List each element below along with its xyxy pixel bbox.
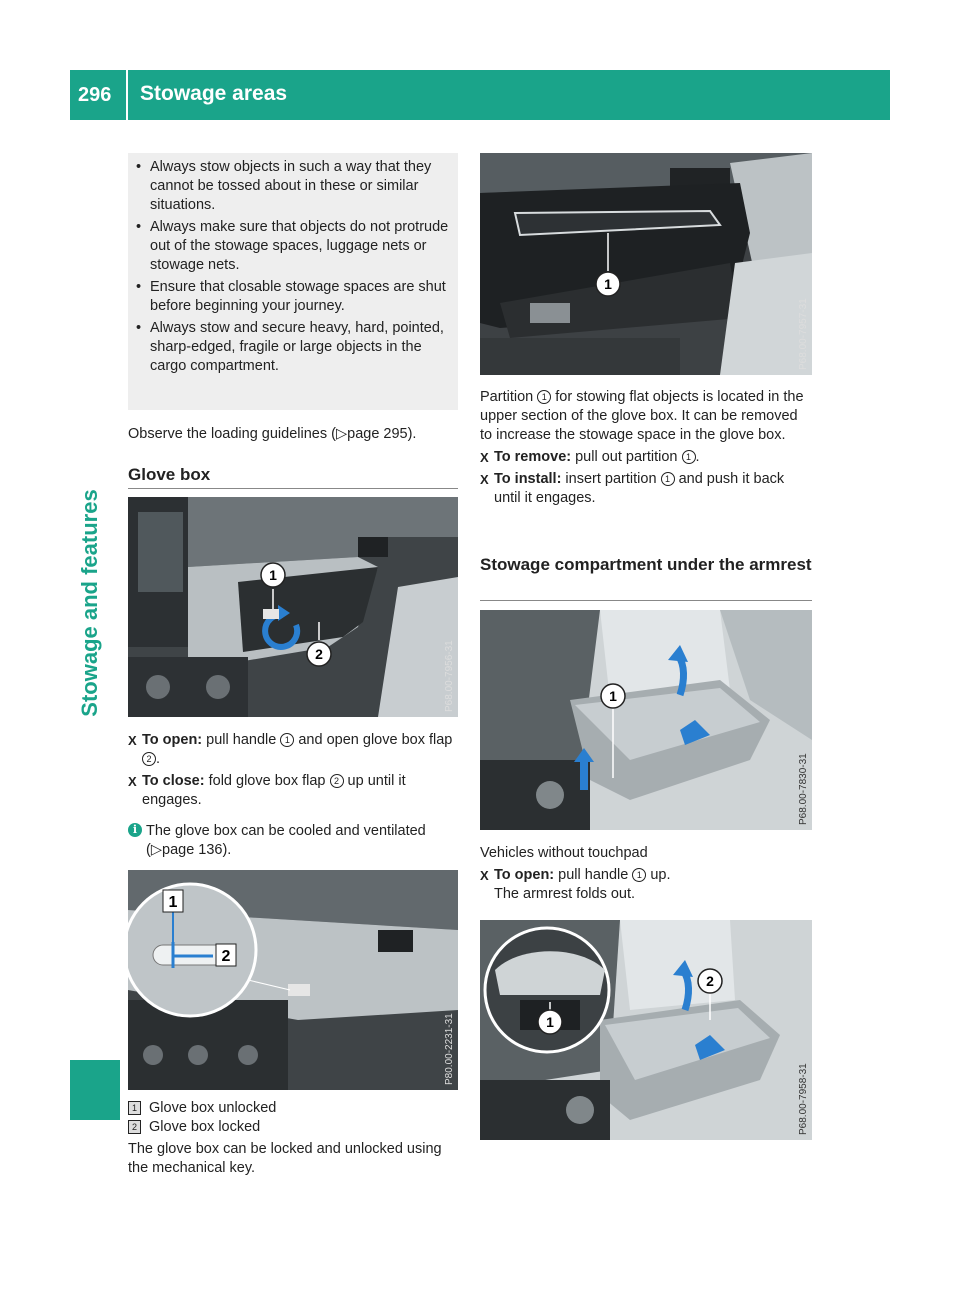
step-close: X To close: fold glove box flap 2 up until it engages. [128,772,458,810]
callout-2: 2 [315,646,323,662]
warning-box [128,153,458,410]
lock-callout-1: 1 [168,894,178,911]
callout-1: 1 [269,567,277,583]
figure-code: P68.00-7958-31 [798,1063,809,1135]
warning-item: • Always make sure that objects do not protrude out of the stowage spaces, luggage nets or stowage nets. [136,218,450,275]
legend-item: 1 Glove box unlocked [128,1099,458,1118]
partition-desc: Partition 1 for stowing flat objects is located in the upper section of the glove box. It can be removed to increase the stowage space in the glove box. [480,389,804,443]
loading-guidelines: Observe the loading guidelines (▷page 295). [128,426,417,442]
figure-code: P68.00-7957-31 [798,298,809,370]
page-ref-link[interactable]: page 295). [347,426,417,442]
armrest-figure [480,610,812,830]
glove-box-heading: Glove box [128,465,211,484]
chapter-label: Stowage and features [77,489,102,717]
armrest-heading-block [480,554,812,601]
glove-box-heading-block [128,464,458,489]
page-ref-link[interactable]: page 136). [162,842,232,858]
armrest-folds-note: The armrest folds out. [494,886,636,902]
partition-text [480,388,812,508]
info-note: i The glove box can be cooled and ventilated (▷page 136). [128,822,458,860]
armrest-touchpad-figure [480,920,812,1140]
step-remove: X To remove: pull out partition 1 . [480,448,812,467]
section-title: Stowage areas [140,82,288,105]
glove-box-lock-figure [128,870,458,1090]
warning-item: • Always stow objects in such a way that they cannot be tossed about in these or similar situations. [136,158,450,215]
figure-code: P80.00-2231-31 [444,1013,455,1085]
warning-item: • Always stow and secure heavy, hard, pointed, sharp-edged, fragile or large objects in the cargo compartment. [136,319,450,376]
header-divider [126,70,128,120]
callout-ref: 1 [280,733,294,747]
page-header [70,70,890,120]
step-install: X To install: insert partition 1 and push it back until it engages. [480,470,812,508]
side-tab-marker [70,1060,120,1120]
glove-box-figure [128,497,458,717]
callout-1: 1 [546,1014,554,1030]
key-note: The glove box can be locked and unlocked using the mechanical key. [128,1141,442,1176]
warning-item: • Ensure that closable stowage spaces are shut before beginning your journey. [136,278,450,316]
page-ref-arrow: ▷ [335,426,348,442]
callout-1: 1 [604,276,612,292]
info-icon: i [128,823,142,837]
callout-ref: 2 [142,752,156,766]
callout-2: 2 [706,973,714,989]
figure-code: P68.00-7830-31 [798,753,809,825]
callout-ref: 2 [330,774,344,788]
callout-1: 1 [609,688,617,704]
armrest-heading: Stowage compartment under the armrest [480,555,812,574]
page-number: 296 [78,84,112,106]
step-open-armrest: X To open: pull handle 1 up. [480,866,812,885]
armrest-text [480,844,812,904]
figure-code: P68.00-7956-31 [444,640,455,712]
legend-item: 2 Glove box locked [128,1118,458,1137]
lock-legend [128,1099,458,1178]
page-ref-arrow: ▷ [150,842,162,858]
lock-callout-2: 2 [221,948,231,965]
glove-box-steps [128,731,458,860]
step-open: X To open: pull handle 1 and open glove box flap 2 . [128,731,458,769]
side-tab [70,120,120,1060]
partition-figure [480,153,812,375]
vehicles-note: Vehicles without touchpad [480,845,648,861]
